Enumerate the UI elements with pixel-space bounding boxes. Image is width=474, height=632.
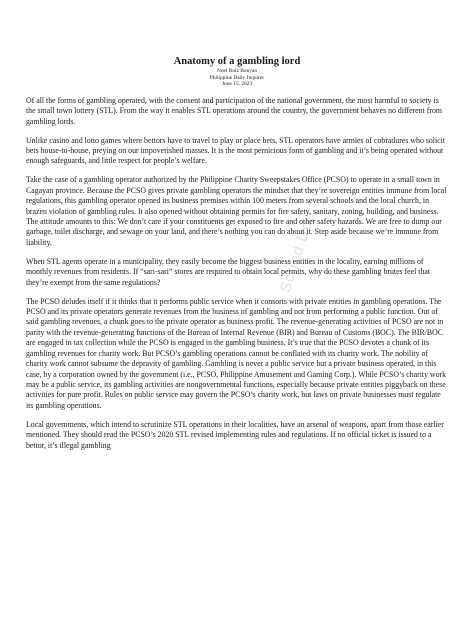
article-publication: Philippine Daily Inquirer <box>209 74 265 81</box>
paragraph-1: Of all the forms of gambling operated, with the consent and participation of the national government, the most harmful to society is the small town lottery (STL). From the way it enables STL operations around the country, the government behaves no different from gambling lords. <box>26 95 442 126</box>
article-author: Noel Ruiz Bunyan <box>216 68 258 74</box>
article-meta <box>26 68 448 88</box>
paragraph-4: When STL agents operate in a municipality, they easily become the biggest business entities in the locality, earning millions of monthly revenues from residents. If “sari-sari” stores are required to obtain local permits, why do these gambling brutes feel that they’re exempt from the same regulations? <box>26 256 431 287</box>
article-date: June 15, 2023 <box>221 81 253 88</box>
watermark: Scribd Doc <box>276 210 319 295</box>
article-title: Anatomy of a gambling lord <box>173 56 301 67</box>
paragraph-5: The PCSO deludes itself if it thinks that it performs public service when it consorts with private entities in gambling operations. The PCSO and its private operators generate revenues from the business of gambling and not from performing a public function. Out of said gambling revenues, a chunk goes to the private operator as business profit. The revenue-generating activities of PCSO are not in parity with the revenue-generating functions of the Bureau of Internal Revenue (BIR) and Bureau of Customs (BOC). The BIR/BOC are engaged in tax collection while the PCSO is engaged in the gambling business. It’s true that the PCSO devotes a chunk of its gambling revenues for charity work. But PCSO’s gambling operations cannot be conflated with its charity work. The nobility of charity work cannot subsume the depravity of gambling. Gambling is never a public service but a private business operated, in this case, by a corporation owned by the government (i.e., PCSO, Philippine Amusement and Gaming Corp.). While PCSO’s charity work may be a public service, its gambling activities are nongovernmental functions, especially because private entities piggyback on these activities for pure profit. Rules on public service may govern the PCSO’s charity work, but laws on private businesses must regulate its gambling operations. <box>26 296 447 410</box>
paragraph-6: Local governments, which intend to scrutinize STL operations in their localities, have an arsenal of weapons, apart from those earlier mentioned. They should read the PCSO’s 2020 STL revised implementing rules and regulations. If no official ticket is issued to a bettor, it’s illegal gambling <box>26 419 444 450</box>
paragraph-3: Take the case of a gambling operator authorized by the Philippine Charity Sweepstakes Office (PCSO) to operate in a small town in Cagayan province. Because the PCSO gives private gambling operators the mindset that they’re sovereign entities immune from local regulations, this gambling operator opened its business premises within 100 meters from several schools and the local church, in brazen violation of gambling rules. It also opened without obtaining permits for fire safety, sanitary, zoning, building, and business. The attitude amounts to this: We don’t care if your constituents get exposed to fire and other safety hazards. We are free to dump our garbage, toilet discharge, and sewage on your land, and there’s nothing you can do about it. Step aside because we’re immune from liability. <box>26 175 447 247</box>
article-body <box>26 96 448 451</box>
paragraph-2: Unlike casino and lotto games where bettors have to travel to play or place bets, STL operators have armies of cobradures who solicit bets house-to-house, preying on our impoverished masses. It is the most pernicious form of gambling and it’s being operated without enough safeguards, and little respect for people’s welfare. <box>26 135 446 166</box>
